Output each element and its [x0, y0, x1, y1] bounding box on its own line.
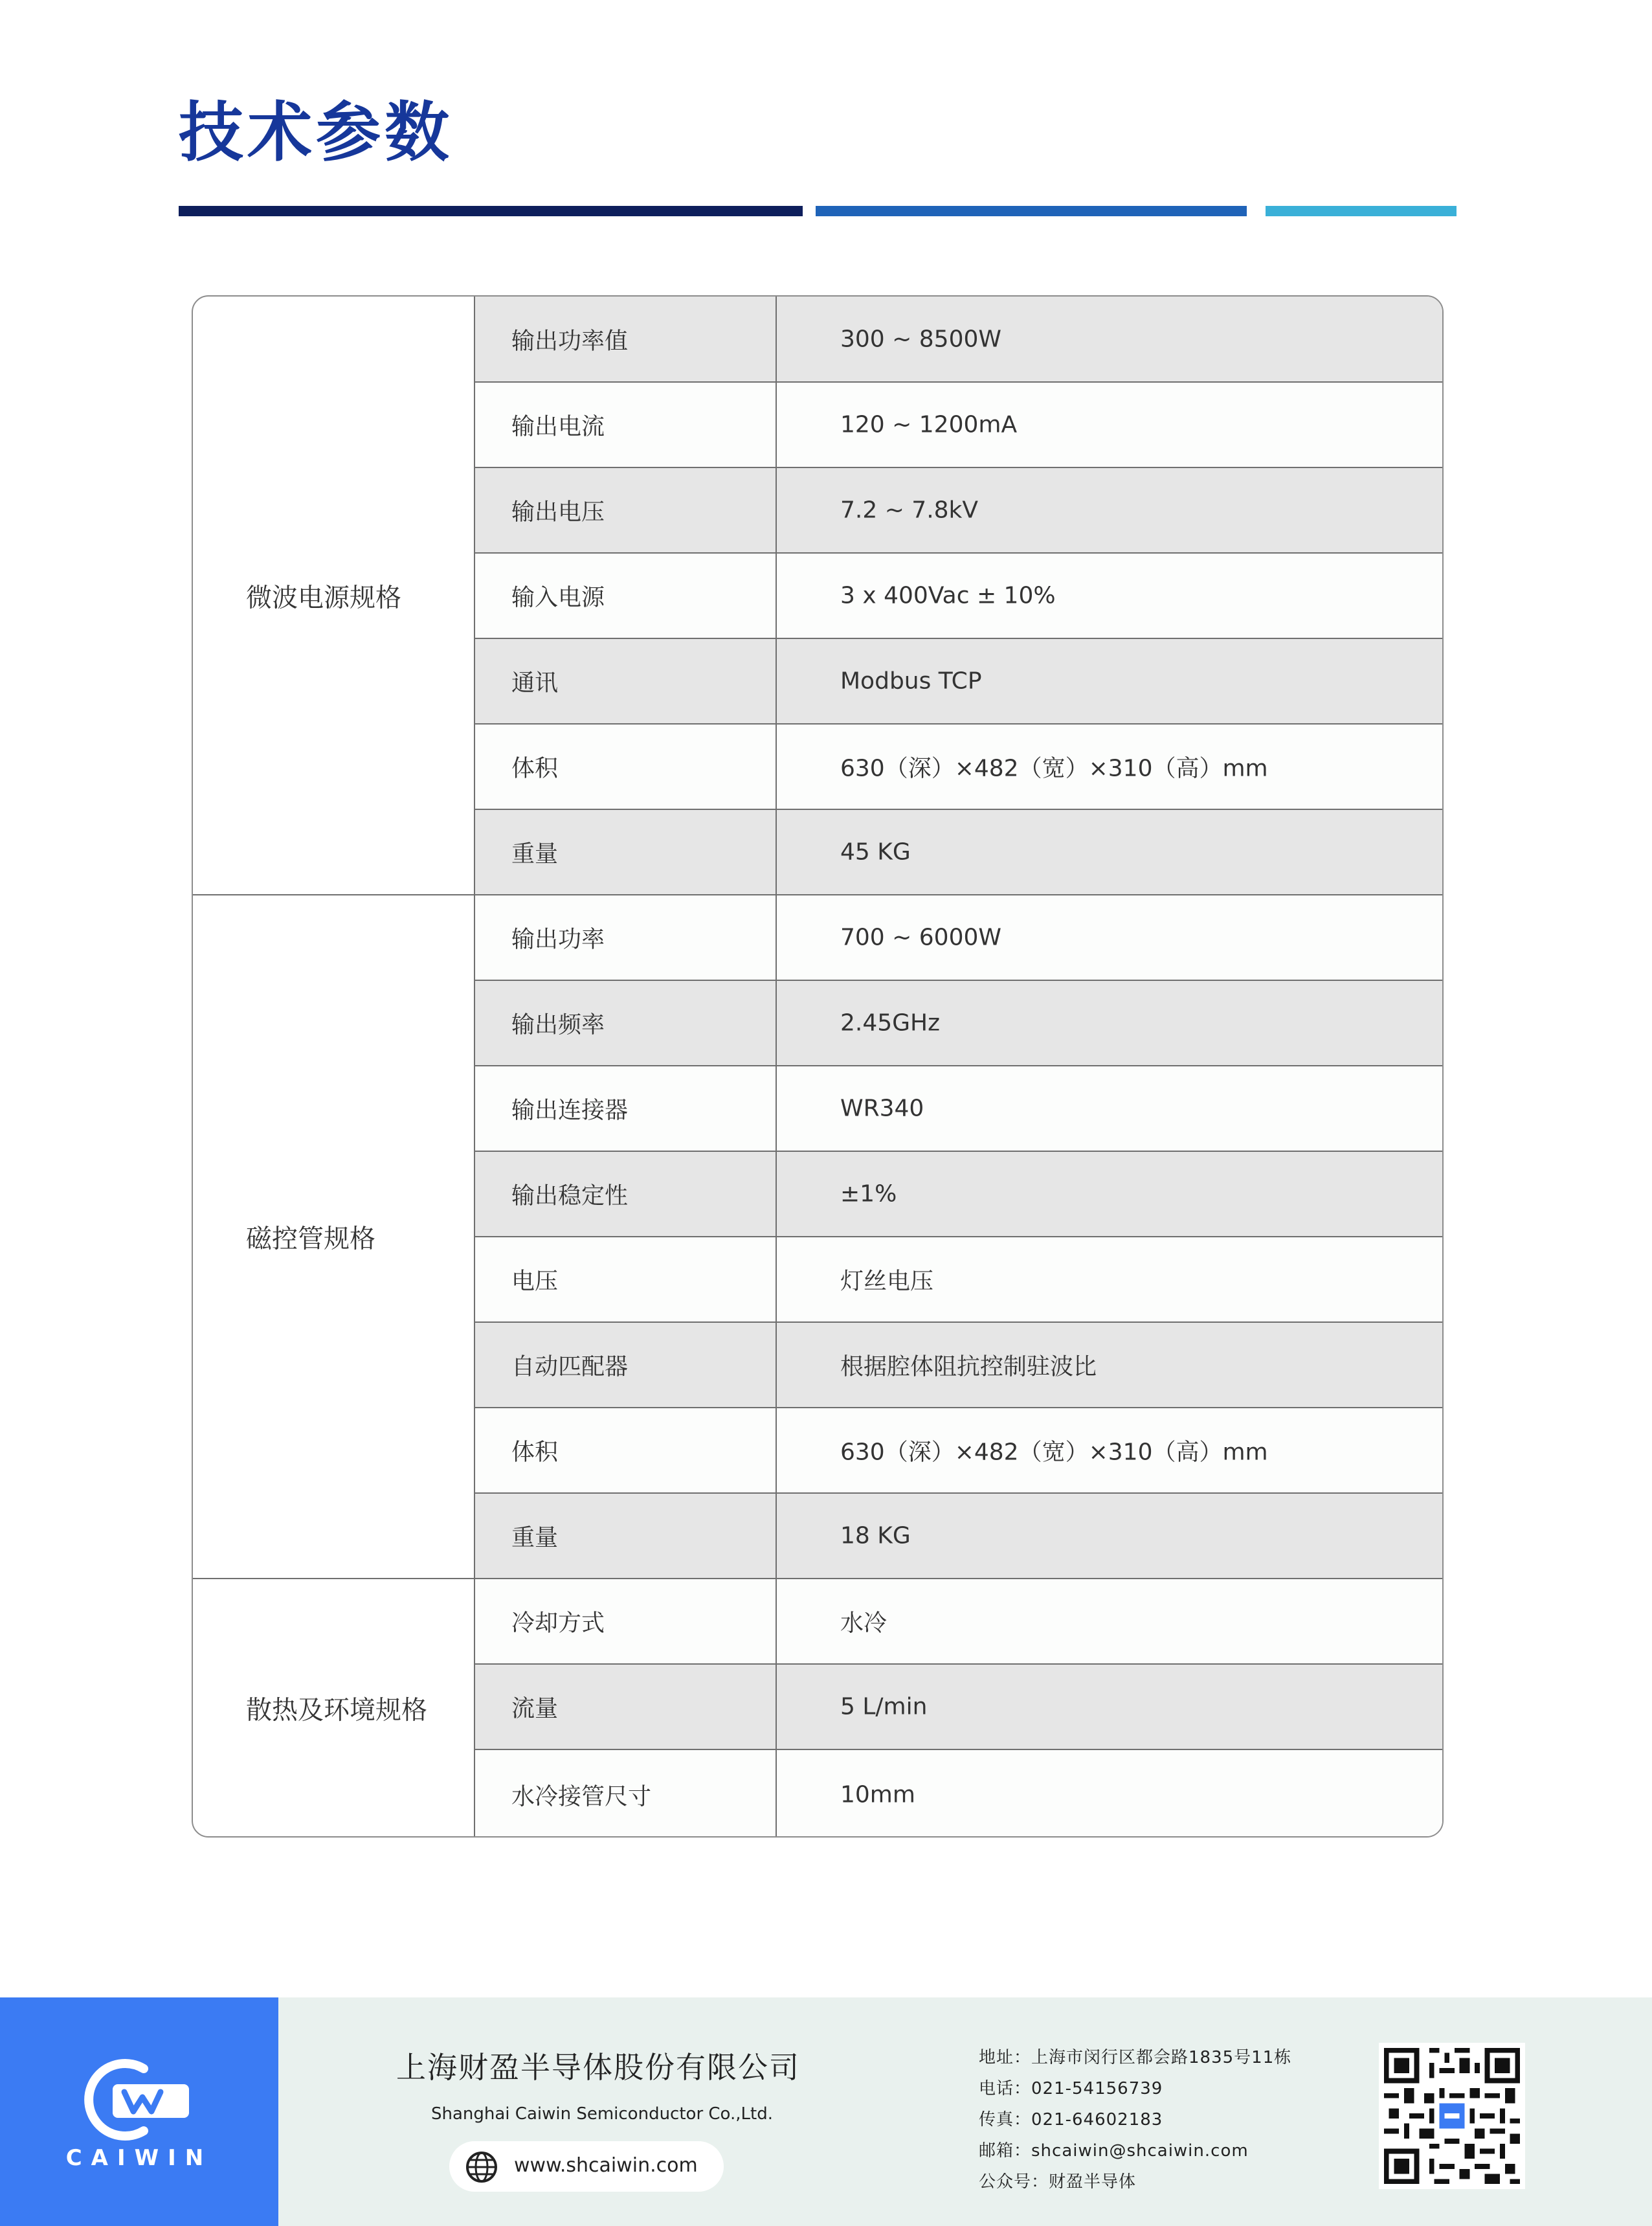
row-key: 输出功率值	[511, 328, 629, 354]
row-value: 120 ~ 1200mA	[840, 411, 1018, 438]
row-value: 3 x 400Vac ± 10%	[840, 582, 1056, 609]
row-value: 300 ~ 8500W	[840, 326, 1001, 352]
group-label: 散热及环境规格	[246, 1695, 427, 1726]
table-row	[475, 1322, 1442, 1407]
row-divider	[475, 467, 1442, 468]
row-key: 流量	[511, 1695, 559, 1722]
row-value: 灯丝电压	[840, 1268, 934, 1294]
row-key: 重量	[511, 840, 559, 867]
table-row	[475, 1151, 1442, 1236]
row-key: 输出连接器	[511, 1097, 629, 1123]
group-label: 磁控管规格	[246, 1224, 375, 1254]
row-value: 700 ~ 6000W	[840, 924, 1001, 950]
row-divider	[475, 1749, 1442, 1750]
row-value: WR340	[840, 1095, 924, 1121]
row-value: 根据腔体阻抗控制驻波比	[840, 1353, 1097, 1380]
row-divider	[475, 1663, 1442, 1665]
spec-group-cooling	[193, 1579, 475, 1838]
table-row	[475, 980, 1442, 1065]
column-divider	[474, 297, 475, 1836]
title-rule-light	[1266, 206, 1457, 216]
table-row	[475, 467, 1442, 552]
spec-group-magnetron	[193, 895, 475, 1579]
title-rule-mid	[816, 206, 1247, 216]
contact-fax: 传真：021-64602183	[979, 2110, 1163, 2130]
table-row	[475, 724, 1442, 809]
table-row	[475, 297, 1442, 381]
spec-table	[192, 295, 1444, 1838]
group-divider	[193, 894, 1442, 895]
row-value: 2.45GHz	[840, 1009, 941, 1036]
row-value: 5 L/min	[840, 1693, 928, 1720]
row-value: 630（深）×482（宽）×310（高）mm	[840, 755, 1268, 781]
row-key: 水冷接管尺寸	[511, 1783, 652, 1810]
row-value: 630（深）×482（宽）×310（高）mm	[840, 1439, 1268, 1465]
row-value: 水冷	[840, 1610, 887, 1636]
row-value: 7.2 ~ 7.8kV	[840, 497, 979, 523]
spec-group-power-supply	[193, 297, 475, 895]
table-row	[475, 1579, 1442, 1663]
row-key: 自动匹配器	[511, 1353, 629, 1380]
table-row	[475, 809, 1442, 894]
table-row	[475, 638, 1442, 723]
contact-address: 地址：上海市闵行区都会路1835号11栋	[979, 2048, 1292, 2067]
table-row	[475, 895, 1442, 980]
row-divider	[475, 1065, 1442, 1066]
table-row	[475, 1493, 1442, 1578]
row-value: 18 KG	[840, 1522, 911, 1549]
row-value: 10mm	[840, 1781, 915, 1808]
table-row	[475, 382, 1442, 467]
row-key: 通讯	[511, 669, 559, 696]
row-value: Modbus TCP	[840, 668, 982, 694]
company-name-cn: 上海财盈半导体股份有限公司	[396, 2050, 800, 2085]
row-divider	[475, 980, 1442, 981]
row-key: 冷却方式	[511, 1610, 605, 1636]
group-label: 微波电源规格	[246, 583, 401, 613]
logo-wordmark: CAIWIN	[65, 2145, 213, 2171]
website-link[interactable]	[449, 2141, 724, 2192]
row-value: 45 KG	[840, 838, 911, 865]
contact-phone: 电话：021-54156739	[979, 2079, 1163, 2098]
contact-wechat: 公众号：财盈半导体	[979, 2172, 1137, 2192]
row-key: 输出稳定性	[511, 1182, 629, 1209]
company-name-en: Shanghai Caiwin Semiconductor Co.,Ltd.	[431, 2104, 773, 2124]
row-key: 输出电压	[511, 499, 605, 525]
column-divider	[776, 297, 777, 1836]
row-divider	[475, 381, 1442, 383]
qr-code-icon	[1379, 2043, 1525, 2189]
caiwin-logo-icon	[73, 2054, 202, 2145]
page-title: 技术参数	[179, 95, 453, 170]
row-divider	[475, 1321, 1442, 1323]
row-divider	[475, 552, 1442, 554]
row-divider	[475, 1236, 1442, 1237]
row-key: 输出频率	[511, 1011, 605, 1038]
table-row	[475, 1237, 1442, 1321]
row-key: 电压	[511, 1268, 559, 1294]
qr-code	[1379, 2043, 1525, 2189]
row-key: 输出电流	[511, 413, 605, 440]
row-divider	[475, 1492, 1442, 1494]
contact-email: 邮箱：shcaiwin@shcaiwin.com	[979, 2141, 1249, 2161]
title-rule-dark	[179, 206, 803, 216]
globe-icon	[465, 2150, 498, 2184]
table-row	[475, 1066, 1442, 1151]
row-key: 体积	[511, 1439, 559, 1465]
table-row	[475, 553, 1442, 638]
table-row	[475, 1664, 1442, 1749]
company-logo	[0, 1997, 278, 2226]
row-divider	[475, 723, 1442, 725]
table-row	[475, 1749, 1442, 1838]
group-divider	[193, 1578, 1442, 1579]
row-key: 重量	[511, 1524, 559, 1551]
row-divider	[475, 1407, 1442, 1408]
footer	[0, 1997, 1652, 2226]
row-value: ±1%	[840, 1180, 897, 1207]
row-divider	[475, 638, 1442, 639]
row-divider	[475, 809, 1442, 810]
website-url: www.shcaiwin.com	[514, 2154, 698, 2177]
row-key: 输出功率	[511, 926, 605, 952]
row-key: 体积	[511, 755, 559, 781]
table-row	[475, 1408, 1442, 1492]
row-key: 输入电源	[511, 584, 605, 611]
row-divider	[475, 1151, 1442, 1152]
